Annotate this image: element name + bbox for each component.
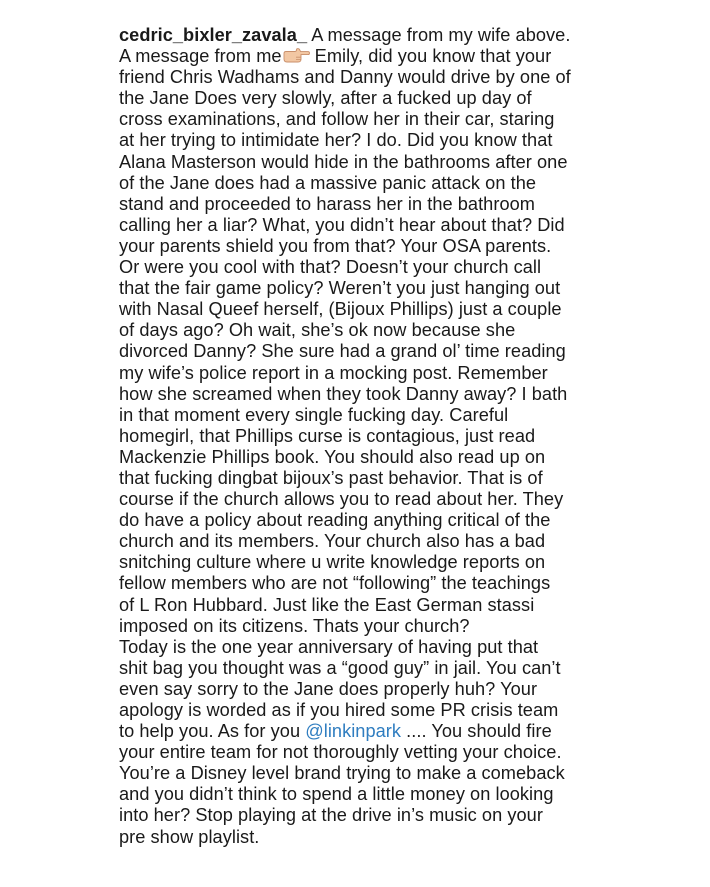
caption-line: snitching culture where u write knowledge reports on	[119, 552, 546, 573]
caption-line: with Nasal Queef herself, (Bijoux Phillips) just a couple	[119, 299, 562, 320]
caption-text: Emily, did you know that your	[309, 46, 552, 67]
caption-line: the Jane Does very slowly, after a fucked up day of	[119, 88, 532, 109]
caption-line: Today is the one year anniversary of having put that	[119, 636, 539, 657]
caption-line: in that moment every single fucking day. Careful	[119, 404, 509, 425]
caption-line	[119, 46, 699, 67]
caption-line: of L Ron Hubbard. Just like the East German stassi	[119, 594, 535, 615]
mention-link[interactable]: @linkinpark	[305, 721, 402, 742]
caption-line: your parents shield you from that? Your OSA parents.	[119, 235, 552, 256]
caption-line: of days ago? Oh wait, she’s ok now because she	[119, 320, 516, 341]
caption-line: church and its members. Your church also has a bad	[119, 531, 546, 552]
pointing-hand-icon	[283, 48, 310, 63]
username-link[interactable]: cedric_bixler_zavala_	[119, 25, 308, 45]
caption-line: do have a policy about reading anything critical of the	[119, 510, 551, 531]
caption-line: how she screamed when they took Danny away? I bath	[119, 383, 568, 404]
caption-line: your entire team for not thoroughly vetting your choice.	[119, 742, 562, 763]
caption-line: at her trying to intimidate her? I do. Did you know that	[119, 130, 553, 151]
caption-line: fellow members who are not “following” the teachings	[119, 573, 551, 594]
caption-text: A message from me	[119, 46, 282, 67]
caption-line: imposed on its citizens. Thats your church?	[119, 615, 470, 636]
caption-line: Mackenzie Phillips book. You should also read up on	[119, 446, 546, 467]
caption-line: homegirl, that Phillips curse is contagious, just read	[119, 425, 536, 446]
caption-line: Or were you cool with that? Doesn’t your church call	[119, 257, 542, 278]
caption-line	[119, 25, 699, 46]
post-caption	[119, 25, 699, 848]
caption-text: to help you. As for you	[119, 721, 306, 742]
caption-line: cross examinations, and follow her in their car, staring	[119, 109, 555, 130]
caption-line: You’re a Disney level brand trying to make a comeback	[119, 763, 565, 784]
caption-line: course if the church allows you to read about her. They	[119, 489, 564, 510]
caption-line: that the fair game policy? Weren’t you just hanging out	[119, 278, 561, 299]
caption-line: and you didn’t think to spend a little money on looking	[119, 784, 554, 805]
caption-text: A message from my wife above.	[307, 25, 571, 45]
caption-line: that fucking dingbat bijoux’s past behavior. That is of	[119, 467, 543, 488]
caption-line: my wife’s police report in a mocking post. Remember	[119, 362, 548, 383]
caption-line: shit bag you thought was a “good guy” in jail. You can’t	[119, 657, 561, 678]
caption-line: apology is worded as if you hired some PR crisis team	[119, 700, 559, 720]
caption-line: even say sorry to the Jane does properly huh? Your	[119, 678, 538, 699]
caption-line: into her? Stop playing at the drive in’s music on your	[119, 805, 543, 826]
caption-line: divorced Danny? She sure had a grand ol’ time reading	[119, 341, 566, 362]
caption-text: .... You should fire	[401, 721, 552, 742]
caption-line: friend Chris Wadhams and Danny would drive by one of	[119, 67, 571, 88]
caption-line	[119, 721, 699, 742]
caption-line: Alana Masterson would hide in the bathrooms after one	[119, 151, 568, 172]
caption-line: pre show playlist.	[119, 826, 260, 847]
caption-line: stand and proceeded to harass her in the bathroom	[119, 193, 535, 214]
caption-line: calling her a liar? What, you didn’t hear about that? Did	[119, 214, 565, 235]
caption-line: of the Jane does had a massive panic attack on the	[119, 172, 537, 193]
